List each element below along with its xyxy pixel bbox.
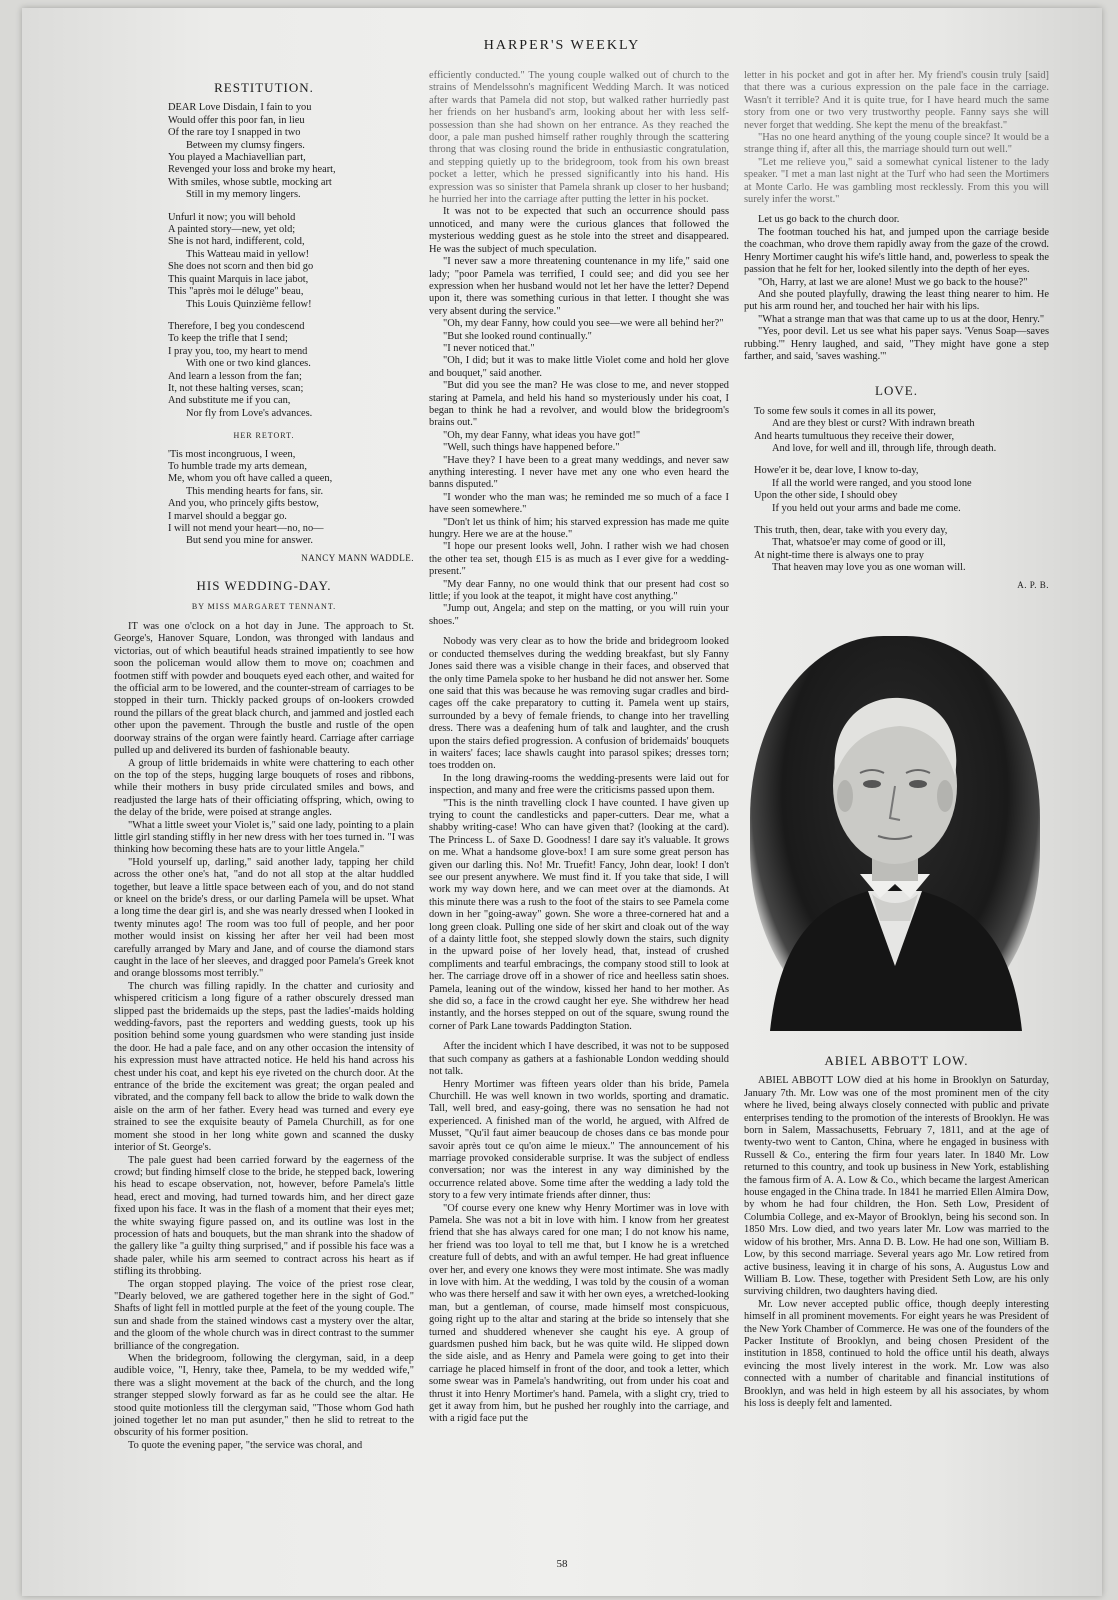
- wedding-text-col2: [429, 70, 729, 1426]
- paragraph: "I wonder who the man was; he reminded me so much of a face I have seen somewhere.": [429, 491, 729, 516]
- poem-line: I marvel should a beggar go.: [168, 510, 287, 522]
- poem-line: To keep the trifle that I send;: [168, 333, 288, 345]
- paragraph: "Of course every one knew why Henry Mortimer was in love with Pamela. She was not a bit in love with him. I know from her greatest friend that she has always cared for one man; I do not know his name, her friend was too loyal to tell me that, but I know he is a wretched creature full of debts, and with an awful temper. He had great influence over her, and every one knows they were most intimate. She was madly in love with him. At the wedding, I was told by the cousin of a woman who was there herself and saw it with her own eyes, a wretched-looking man, but a gentleman, of course, made himself most conspicuous, going right up to the altar and staring at the bride so intensely that she turned and shuddered whenever she caught his eye. A group of guardsmen pushed him back, but he was quite wild. He slipped down the side aisle, and as Henry and Pamela were going to get into their carriage he placed himself in front of the door, and took a letter, which some swear was in Pamela's handwriting, out from under his coat and thrust it into Henry Mortimer's hand. Pamela, with a slight cry, tried to get it away from him, but he pushed her roughly into the carriage, and with a rigid face put the: [429, 1202, 729, 1425]
- poem-line: Between my clumsy fingers.: [186, 139, 305, 151]
- poem-line: And you, who princely gifts bestow,: [168, 498, 319, 510]
- page-number: 58: [556, 1558, 568, 1570]
- retort-stanza: [168, 449, 414, 565]
- paragraph: efficiently conducted." The young couple walked out of church to the strains of Mendelssohn's magnificent Wedding March. It was noticed after wards that Pamela did not stop, but walked rather hurriedly past her friends on her husband's arm, looking about her with less self-possession than she had shown on her entrance. As they reached the door, a pale man pushed himself rather roughly through the scattering throng that was closing round the bride in enthusiastic congratulation, and stepping quietly up to the bridegroom, took from his own breast pocket a letter, which he pressed significantly into his hand. His expression was so sinister that Pamela shrank up closer to her husband; he hurried her into the carriage after putting the letter in his pocket.: [429, 70, 729, 206]
- paragraph: "Oh, I did; but it was to make little Violet come and hold her glove and bouquet," said another.: [429, 355, 729, 379]
- masthead: HARPER'S WEEKLY: [483, 38, 641, 53]
- love-stanza: [754, 406, 1049, 456]
- poem-line: And are they blest or curst? With indrawn breath: [772, 418, 975, 430]
- restitution-title: RESTITUTION.: [214, 80, 314, 95]
- paragraph: "I hope our present looks well, John. I rather wish we had chosen the other tea set, though £15 is as much as I ever give for a wedding-present.": [429, 541, 729, 578]
- paragraph: "My dear Fanny, no one would think that our present had cost so little; if you look at the teapot, it might have cost anything.": [429, 578, 729, 603]
- poem-line: Howe'er it be, dear love, I know to-day,: [754, 465, 919, 477]
- poem-line: I will not mend your heart—no, no—: [168, 523, 324, 534]
- poem-line: 'Tis most incongruous, I ween,: [168, 448, 296, 460]
- paragraph: "Has no one heard anything of the young couple since? It would be a strange thing if, after all this, the marriage should turn out well.": [744, 132, 1049, 156]
- poem-line: That, whatsoe'er may come of good or ill,: [772, 537, 946, 549]
- poem-line: If you held out your arms and bade me come.: [772, 502, 961, 514]
- poem-line: Still in my memory lingers.: [186, 189, 301, 201]
- wedding-text-col3: [744, 70, 1049, 363]
- love-poem: [744, 406, 1049, 591]
- column-2: [429, 70, 729, 1426]
- paragraph: "Let me relieve you," said a somewhat cynical listener to the lady speaker. "I met a man last night at the Turf who had seen the Mortimers at Monte Carlo. He was gambling most recklessly. From this you will surely infer the worst.": [744, 156, 1049, 206]
- column-1: [114, 78, 414, 1452]
- portrait-illustration: [750, 636, 1040, 1031]
- obituary: [744, 1055, 1049, 1410]
- paragraph: IT was one o'clock on a hot day in June. The approach to St. George's, Hanover Square, London, was thronged with landaus and victorias, out of which beautiful heads strained impatiently to see how soon the policeman would allow them to move on; coachmen and footmen stiff with powder and bouquets eyed each other, and waited for the official arm to be lowered, and the counter-stream of carriages to be stopped in their turn. Thickly packed groups of on-lookers crowded round the pillars of the great black church, and jammed and jostled each other upon the pavement. Through the bustle and rustle of the open doorway strains of the organ were faintly heard. Carriage after carriage pulled up and delivered its burden of fashionable beauty.: [114, 621, 414, 757]
- paragraph: "Oh, my dear Fanny, what ideas you have got!": [443, 429, 641, 441]
- poem-line: A painted story—new, yet old;: [168, 224, 296, 236]
- poem-line: And love, for well and ill, through life, through death.: [772, 442, 997, 454]
- paragraph: "But did you see the man? He was close to me, and never stopped staring at Pamela, and held his hand so mysteriously under his coat, I began to think he had a revolver, and would blow the bridegroom's brains out.": [429, 380, 729, 429]
- poem-line: She does not scorn and then bid go: [168, 261, 314, 273]
- poem-line: Me, whom you oft have called a queen,: [168, 473, 333, 485]
- wedding-byline: BY MISS MARGARET TENNANT.: [191, 601, 337, 611]
- newspaper-page: [22, 8, 1102, 1596]
- paragraph: "Oh, my dear Fanny, how could you see—we were all behind her?": [443, 318, 724, 330]
- poem-line: Therefore, I beg you condescend: [168, 320, 305, 332]
- poem-signature: NANCY MANN WADDLE.: [301, 552, 414, 563]
- paragraph: Nobody was very clear as to how the bride and bridegroom looked or conducted themselves during the wedding breakfast, but sly Fanny Jones said there was a visible change in their faces, and observed that the only time Pamela spoke to her husband he did not answer her. Some one said that this was because he was removing sugar cradles and bird-cages off the cake preparatory to cutting it. Pamela went up stairs, surrounded by a bevy of female friends, to change into her travelling dress. There was a deafening hum of talk and laughter, and the crush upon the stairs defied progression. A confusion of bridemaids' bouquets in waiters' faces; lace shawls caught into parasol spikes; dresses torn; toes trodden on.: [429, 636, 729, 772]
- poem-line: You played a Machiavellian part,: [168, 152, 306, 164]
- paragraph: The organ stopped playing. The voice of the priest rose clear, "Dearly beloved, we are gathered together here in the sight of God." Shafts of light fell in mottled purple at the feet of the young couple. The sun and shade from the stained windows cast a mystery over the altar, and the gloom of the whole church was in direct contrast to the summer brilliance of the congregation.: [114, 1278, 414, 1352]
- paragraph: "Hold yourself up, darling," said another lady, tapping her child across the other one's hat, "and do not all stop at the altar huddled together, but leave a little space between each of you, and do not stand or kneel on the bride's dress, or our darling Pamela will be upset. What a long time the dear girl is, and she was nearly dressed when I looked in twenty minutes ago! The room was too full of people, and her poor mother would insist on kissing her after her veil had been most carefully arranged by Mary and Jane, and of course the diamond stars caught in the lace of her sleeves, and dragged poor Pamela's Greek knot and orange blossoms most terribly.": [114, 856, 414, 980]
- paragraph: Mr. Low never accepted public office, though deeply interesting himself in all prominent movements. For eight years he was President of the New York Chamber of Commerce. He was one of the founders of the Packer Institute of Brooklyn, and being chosen President of the institution in 1858, continued to hold the office until his death, always evincing the most lively interest in the work. Mr. Low was also connected with a number of charitable and financial institutions of Brooklyn, and was held in high esteem by all his associates, by whom his loss is deeply felt and lamented.: [744, 1298, 1049, 1409]
- paragraph: "Don't let us think of him; his starved expression has made me quite hungry. Here we are at the house.": [429, 516, 729, 541]
- poem-line: She is not hard, indifferent, cold,: [168, 236, 305, 248]
- paragraph: "I never noticed that.": [443, 342, 535, 354]
- paragraph: Henry Mortimer was fifteen years older than his bride, Pamela Churchill. He was well known in two worlds, sporting and dramatic. Tall, well bred, and easy-going, there was no sensation he had not experienced. A finished man of the world, he argued, with Alfred de Musset, "Qu'il faut aimer beaucoup de choses dans ce bas monde pour savoir après tout ce qu'on aime le mieux." The announcement of his marriage provoked considerable surprise. It was the subject of endless conversation; nor was the interest in any way diminished by the occurrence related above. Some time after the wedding a lady told the story to a few very intimate friends after dinner, thus:: [429, 1078, 729, 1202]
- paragraph: "What a little sweet your Violet is," said one lady, pointing to a plain little girl standing stiffly in her new dress with her toes turned in. "I was thinking how becoming these hats are to your little Angela.": [114, 819, 414, 856]
- poem-line: This "après moi le déluge" beau,: [168, 286, 304, 298]
- paragraph: "I never saw a more threatening countenance in my life," said one lady; "poor Pamela was terrified, I could see; and did you see her expression when her husband would not let her have the letter? Depend upon it, there was something curious in that letter. I thought she was very absent during the service.": [429, 256, 729, 317]
- poem-line: Of the rare toy I snapped in two: [168, 127, 301, 139]
- poem-line: If all the world were ranged, and you stood lone: [772, 477, 972, 489]
- paragraph: "What a strange man that was that came up to us at the door, Henry.": [758, 313, 1045, 325]
- poem-signature: A. P. B.: [1017, 579, 1049, 590]
- obituary-title: ABIEL ABBOTT LOW.: [824, 1053, 969, 1068]
- poem-line: I pray you, too, my heart to mend: [168, 345, 308, 357]
- restitution-stanza: [168, 212, 414, 311]
- poem-line: This quaint Marquis in lace jabot,: [168, 273, 309, 285]
- paragraph: When the bridegroom, following the clergyman, said, in a deep audible voice, "I, Henry, take thee, Pamela, to be my wedded wife," there was a slight movement at the back of the church, and the long stranger stepped slowly forward as far as he could see the altar. He stood quite motionless till the clergyman said, "Those whom God hath joined together let no man put asunder," then he slid to retreat to the obscurity of his former position.: [114, 1353, 414, 1439]
- poem-line: Unfurl it now; you will behold: [168, 211, 296, 223]
- paragraph: A group of little bridemaids in white were chattering to each other on the top of the steps, hugging large bouquets of roses and ribbons, while their mothers in busy pride circulated smiles and bows, and readjusted the large hats of their officiating offspring, which, owing to the delay of the bride, were poised at strange angles.: [114, 757, 414, 819]
- paragraph: After the incident which I have described, it was not to be supposed that such company as gathers at a fashionable London wedding should not talk.: [429, 1041, 729, 1078]
- poem-line: That heaven may love you as one woman will.: [772, 562, 966, 574]
- poem-line: Nor fly from Love's advances.: [186, 407, 313, 419]
- poem-line: This truth, then, dear, take with you every day,: [754, 525, 948, 536]
- poem-line: This Louis Quinzième fellow!: [186, 298, 312, 310]
- paragraph: The pale guest had been carried forward by the eagerness of the crowd; but finding himself close to the bride, he stepped back, lowering his head to escape observation, not, however, before Pamela's little head, erect and moving, had turned towards him, and her direct gaze fixed upon his face. It was in the flash of a moment that their eyes met; the white swaying figure passed on, and its outline was lost in the procession of hats and bouquets, but the man shrank into the shadow of the gallery like "a guilty thing surprised," and if possible his face was a shade paler, while his arm seemed to contract across his heart as if stifling its throbbing.: [114, 1154, 414, 1278]
- wedding-text-col1: [114, 621, 414, 1452]
- paragraph: "Well, such things have happened before.": [443, 442, 620, 454]
- love-stanza: [754, 465, 1049, 515]
- poem-line: But send you mine for answer.: [186, 535, 313, 547]
- poem-line: To some few souls it comes in all its power,: [754, 405, 936, 417]
- poem-line: And learn a lesson from the fan;: [168, 370, 302, 382]
- poem-line: With smiles, whose subtle, mocking art: [168, 176, 332, 188]
- paragraph: To quote the evening paper, "the service was choral, and: [128, 1439, 363, 1451]
- paragraph: The footman touched his hat, and jumped upon the carriage beside the coachman, who drove them rapidly away from the gaze of the crowd. Henry Mortimer caught his wife's little hand, and, powerless to speak the passion that he felt for her, looked silently into the depth of her eyes.: [744, 226, 1049, 276]
- column-3: [744, 70, 1049, 601]
- paragraph: "Oh, Harry, at last we are alone! Must we go back to the house?": [758, 276, 1028, 288]
- love-title: LOVE.: [875, 383, 918, 399]
- obituary-text: [744, 1075, 1049, 1410]
- paragraph: "This is the ninth travelling clock I have counted. I have given up trying to count the candlesticks and paper-cutters. Dear me, what a shabby writing-case! Who can have given that? (looking at the card). The Princess L. of Saxe D. Goodness! I dare say it's valuable. It grows on me. What a handsome glove-box! I am sure some great person has given our darling this. No! Mr. Truefit! Fancy, John dear, look! I don't see our present anywhere. We must find it. If you take that side, I will work my way down here, and we can meet over at the diamonds. At this minute there was a rush to the foot of the stairs to see Pamela come down in her "going-away" gown. She wore a three-cornered hat and a long green cloak. Pulling one side of her skirt and cloak out of the way of a dainty little foot, she stepped slowly down the stairs, such dignity in the upward poise of her lovely head, that, instead of crushed compliments and tearful embracings, the company stood still to look at her. The carriage drove off in a shower of rice and heelless satin shoes. Pamela, leaning out of the window, kissed her hand to her mother. As she did so, a face in the crowd caught her eye. She withdrew her head instantly, and the horses stepped on out of the square, swung round the corner of Park Lane towards Paddington Station.: [429, 797, 729, 1032]
- poem-line: And substitute me if you can,: [168, 395, 291, 407]
- paragraph: The church was filling rapidly. In the chatter and curiosity and whispered criticism a long figure of a rather obscurely dressed man slipped past the bridemaids up the steps, past the ladies'-maids holding wedding-favors, past the reporters and wedding guests, took up his position behind some young guardsmen who were standing just inside the door. He had a pale face, and on any other occasion the intensity of his expression must have attracted notice. He held his hand across his chest under his coat, and kept his eye riveted on the church door. At the entrance of the bride the excitement was great; the organ pealed and vibrated, and the company fell back to allow the bride to walk down the aisle on the arm of her father. Every head was turned and every eye strained to see the exquisite beauty of Pamela Churchill, as for one moment she stood in her long white gown and scanned the dusky interior of St. George's.: [114, 980, 414, 1154]
- poem-line: Would offer this poor fan, in lieu: [168, 114, 305, 126]
- paragraph: letter in his pocket and got in after her. My friend's cousin truly [said] that there was a curious expression on the pale face in the carriage. Wasn't it terrible? And it is quite true, for I have heard much the same story from one or two very trustworthy people. Fanny says she will never forget that wedding. She kept the menu of the breakfast.": [744, 70, 1049, 131]
- paragraph: "Have they? I have been to a great many weddings, and never saw anything interesting. I never have met any one who even heard the banns disputed.": [429, 454, 729, 491]
- paragraph: And she pouted playfully, drawing the least thing nearer to him. He put his arm round her, and touched her hair with his lips.: [744, 288, 1049, 313]
- restitution-stanza: [168, 321, 414, 420]
- poem-line: And hearts tumultuous they receive their dower,: [754, 430, 955, 442]
- poem-line: This Watteau maid in yellow!: [186, 248, 310, 260]
- restitution-stanza: [168, 102, 414, 201]
- paragraph: "Yes, poor devil. Let us see what his paper says. 'Venus Soap—saves rubbing.'" Henry laughed, and said, "They might have gone a step farther, and said, 'saves washing.'": [744, 326, 1049, 362]
- poem-line: At night-time there is always one to pray: [754, 549, 924, 561]
- poem-line: This mending hearts for fans, sir.: [186, 485, 324, 497]
- paragraph: It was not to be expected that such an occurrence should pass unnoticed, and many were the curious glances that followed the mysterious wedding guest as he stole into the street and disappeared. He was the subject of much speculation.: [429, 206, 729, 255]
- poem-line: With one or two kind glances.: [186, 358, 311, 370]
- love-stanza: [754, 525, 1049, 591]
- wedding-title: HIS WEDDING-DAY.: [196, 578, 332, 594]
- poem-line: It, not these halting verses, scan;: [168, 382, 304, 394]
- poem-line: DEAR Love Disdain, I fain to you: [168, 102, 312, 114]
- paragraph: ABIEL ABBOTT LOW died at his home in Brooklyn on Saturday, January 7th. Mr. Low was one of the most prominent men of the city where he lived, being always closely connected with public and private enterprises tending to the promotion of the interests of Brooklyn. He was born in Salem, Massachusetts, February 7, 1811, and at the age of twenty-two went to Canton, China, where he engaged in business with Russell & Co., entering the firm four years later. In 1840 Mr. Low returned to this country, and took up business in New York, establishing the famous firm of A. A. Low & Co., which became the largest American house engaged in the China trade. In 1841 he married Ellen Almira Dow, by whom he had four children, the Hon. Seth Low, President of Columbia College, and ex-Mayor of Brooklyn, being his second son. In 1850 Mrs. Low died, and two years later Mr. Low was married to the widow of his brother, Mrs. Anna D. B. Low. He had one son, William B. Low, by this second marriage. Several years ago Mr. Low retired from active business, leaving it in charge of his sons, A. Augustus Low and William B. Low. These, together with President Seth Low, are his only surviving children, two daughters having died.: [744, 1075, 1049, 1298]
- poem-line: To humble trade my arts demean,: [168, 460, 307, 472]
- paragraph: Let us go back to the church door.: [758, 214, 900, 226]
- poem-line: Revenged your loss and broke my heart,: [168, 164, 336, 176]
- retort-title: HER RETORT.: [233, 431, 295, 441]
- poem-line: Upon the other side, I should obey: [754, 490, 898, 502]
- paragraph: "But she looked round continually.": [443, 330, 592, 342]
- paragraph: In the long drawing-rooms the wedding-presents were laid out for inspection, and many and free were the criticisms passed upon them.: [429, 772, 729, 797]
- portrait-engraving: [750, 636, 1040, 1031]
- paragraph: "Jump out, Angela; and step on the matting, or you will ruin your shoes.": [429, 603, 729, 627]
